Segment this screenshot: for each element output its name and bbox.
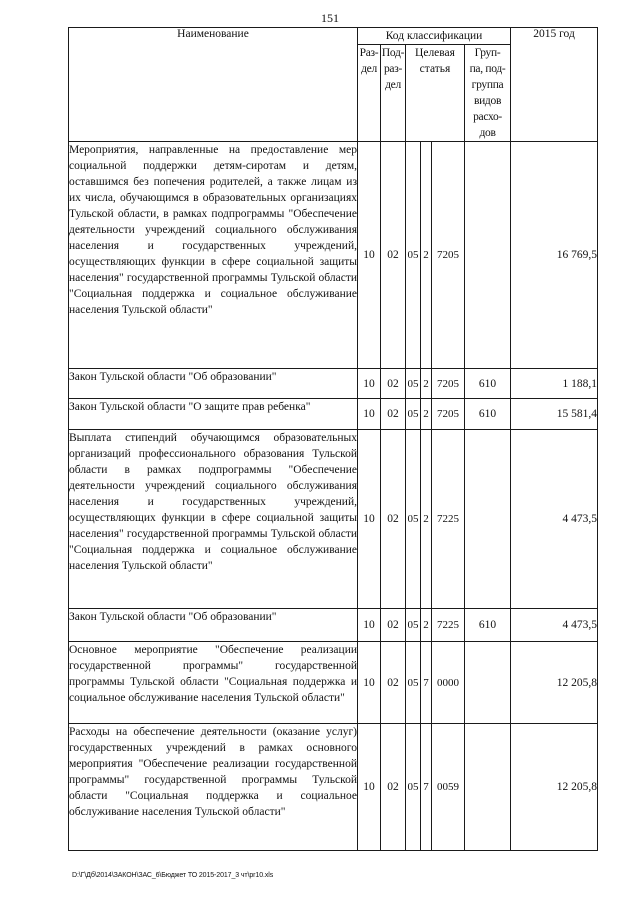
header-row-top: [69, 28, 598, 45]
row-podrazdel: 02: [381, 642, 406, 724]
header-name: Наименование: [69, 28, 358, 142]
row-gruppa: [465, 142, 511, 369]
page-number: 151: [321, 11, 339, 25]
row-cs3: 7205: [432, 369, 465, 399]
header-code: Код классификации: [358, 28, 511, 45]
row-razdel: 10: [358, 642, 381, 724]
row-cs2: 2: [421, 142, 432, 369]
row-podrazdel: 02: [381, 399, 406, 430]
header-celevaya: Целевая статья: [406, 45, 465, 142]
row-gruppa: 610: [465, 369, 511, 399]
row-podrazdel: 02: [381, 369, 406, 399]
table-row: [69, 399, 598, 430]
header-year: 2015 год: [511, 28, 598, 142]
table-row: [69, 142, 598, 369]
row-amount: 12 205,8: [511, 724, 598, 851]
file-path-footer: D:\Г\Дб\2014\ЗАКОН\ЗАС_6\Бюджет ТО 2015-2017_3 чт\pr10.xls: [72, 872, 274, 879]
row-razdel: 10: [358, 399, 381, 430]
row-name: Закон Тульской области "Об образовании": [69, 369, 358, 399]
row-name: Закон Тульской области "О защите прав ребенка": [69, 399, 358, 430]
row-name: Закон Тульской области "Об образовании": [69, 609, 358, 642]
row-gruppa: [465, 642, 511, 724]
row-cs3: 7205: [432, 399, 465, 430]
row-amount: 15 581,4: [511, 399, 598, 430]
row-podrazdel: 02: [381, 724, 406, 851]
row-amount: 1 188,1: [511, 369, 598, 399]
row-cs3: 0059: [432, 724, 465, 851]
row-name: Расходы на обеспечение деятельности (оказание услуг) государственных учреждений в рамках основного мероприятия "Обеспечение реализации государственной программы" государственной программы Тульской области "Социальная поддержка и социальное обслуживание населения Тульской области": [69, 724, 358, 851]
row-razdel: 10: [358, 609, 381, 642]
row-cs1: 05: [406, 724, 421, 851]
row-razdel: 10: [358, 724, 381, 851]
row-cs1: 05: [406, 609, 421, 642]
row-gruppa: [465, 430, 511, 609]
row-cs3: 0000: [432, 642, 465, 724]
row-razdel: 10: [358, 369, 381, 399]
header-podrazdel: Под- раз- дел: [381, 45, 406, 142]
row-name: Мероприятия, направленные на предоставление мер социальной поддержки детям-сиротам и детям, оставшимся без попечения родителей, а также лицам из их числа, обучающимся в образовательных организациях Тульской области, в рамках подпрограммы "Обеспечение деятельности учреждений социального обслуживания населения и государственных учреждений, осуществляющих функции в сфере социальной защиты населения" государственной программы Тульской области "Социальная поддержка и социальное обслуживание населения Тульской области": [69, 142, 358, 369]
row-cs1: 05: [406, 142, 421, 369]
header-gruppa: Груп- па, под- группа видов расхо- дов: [465, 45, 511, 142]
table-row: [69, 609, 598, 642]
row-podrazdel: 02: [381, 142, 406, 369]
row-cs3: 7205: [432, 142, 465, 369]
row-cs2: 7: [421, 724, 432, 851]
row-cs3: 7225: [432, 430, 465, 609]
row-cs1: 05: [406, 642, 421, 724]
table-row: [69, 642, 598, 724]
header-razdel: Раз- дел: [358, 45, 381, 142]
row-gruppa: 610: [465, 609, 511, 642]
row-amount: 4 473,5: [511, 609, 598, 642]
row-cs2: 7: [421, 642, 432, 724]
row-cs2: 2: [421, 430, 432, 609]
row-cs1: 05: [406, 399, 421, 430]
row-gruppa: [465, 724, 511, 851]
row-amount: 16 769,5: [511, 142, 598, 369]
row-cs3: 7225: [432, 609, 465, 642]
row-name: Выплата стипендий обучающимся образовательных организаций профессионального образования Тульской области в рамках подпрограммы "Обеспечение деятельности учреждений социального обслуживания населения и государственных учреждений, осуществляющих функции в сфере социальной защиты населения" государственной программы Тульской области "Социальная поддержка и социальное обслуживание населения Тульской области": [69, 430, 358, 609]
row-razdel: 10: [358, 142, 381, 369]
table-row: [69, 430, 598, 609]
table-row: [69, 724, 598, 851]
row-podrazdel: 02: [381, 609, 406, 642]
row-cs2: 2: [421, 369, 432, 399]
table-row: [69, 369, 598, 399]
row-cs1: 05: [406, 430, 421, 609]
budget-table: [68, 27, 598, 851]
row-podrazdel: 02: [381, 430, 406, 609]
row-razdel: 10: [358, 430, 381, 609]
row-name: Основное мероприятие "Обеспечение реализации государственной программы" государственной программы Тульской области "Социальная поддержка и социальное обслуживание населения Тульской области": [69, 642, 358, 724]
row-cs2: 2: [421, 609, 432, 642]
row-cs2: 2: [421, 399, 432, 430]
row-cs1: 05: [406, 369, 421, 399]
row-gruppa: 610: [465, 399, 511, 430]
row-amount: 12 205,8: [511, 642, 598, 724]
row-amount: 4 473,5: [511, 430, 598, 609]
